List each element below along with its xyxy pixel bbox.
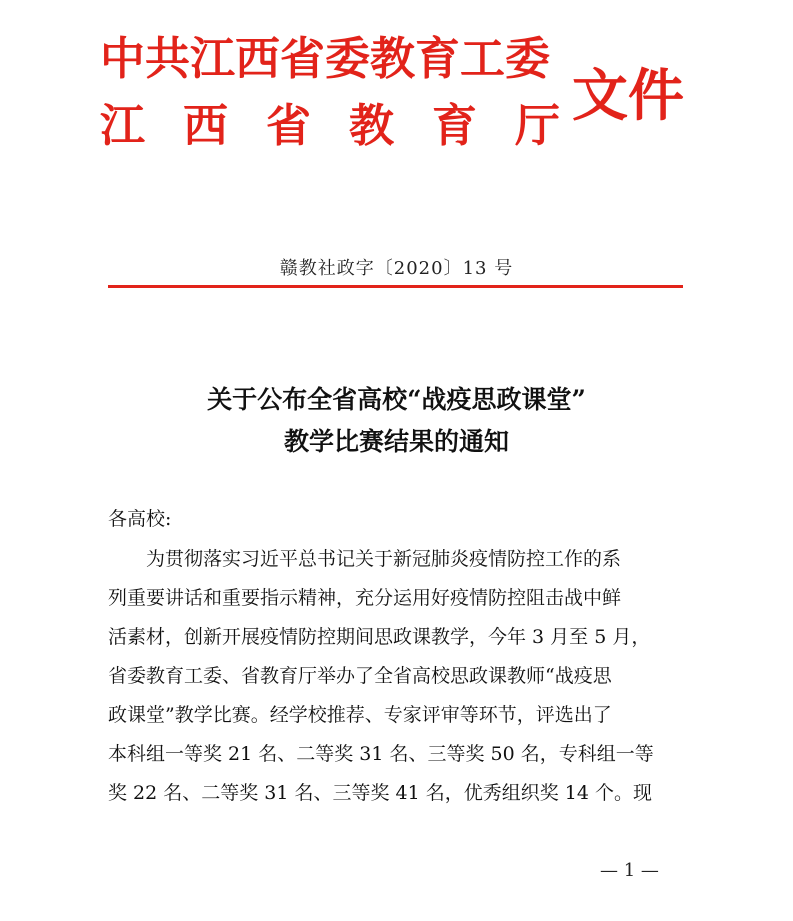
page-number: — 1 —: [600, 860, 659, 881]
body-line: 奖 22 名、二等奖 31 名、三等奖 41 名，优秀组织奖 14 个。现: [108, 782, 653, 804]
body-line: 本科组一等奖 21 名、二等奖 31 名、三等奖 50 名，专科组一等: [108, 743, 654, 765]
body-line: 活素材，创新开展疫情防控期间思政课教学，今年 3 月至 5 月，: [108, 626, 651, 648]
body-line: 列重要讲话和重要指示精神，充分运用好疫情防控阻击战中鲜: [108, 587, 622, 609]
body-line: 政课堂”教学比赛。经学校推荐、专家评审等环节，评选出了: [108, 704, 612, 726]
body-line: 为贯彻落实习近平总书记关于新冠肺炎疫情防控工作的系: [146, 548, 622, 570]
document-title-line-2: 教学比赛结果的通知: [283, 427, 509, 456]
document-word: 文件: [572, 63, 684, 129]
document-title-line-1: 关于公布全省高校“战疫思政课堂”: [207, 385, 586, 414]
document-number: 赣教社政字〔2020〕13 号: [279, 258, 514, 279]
body-line: 省委教育工委、省教育厅举办了全省高校思政课教师“战疫思: [108, 665, 612, 687]
salutation: 各高校:: [108, 508, 172, 530]
issuer-line-2: 江西省教育厅: [100, 99, 599, 152]
issuer-line-1: 中共江西省委教育工委: [100, 32, 551, 85]
red-divider: [108, 285, 683, 288]
